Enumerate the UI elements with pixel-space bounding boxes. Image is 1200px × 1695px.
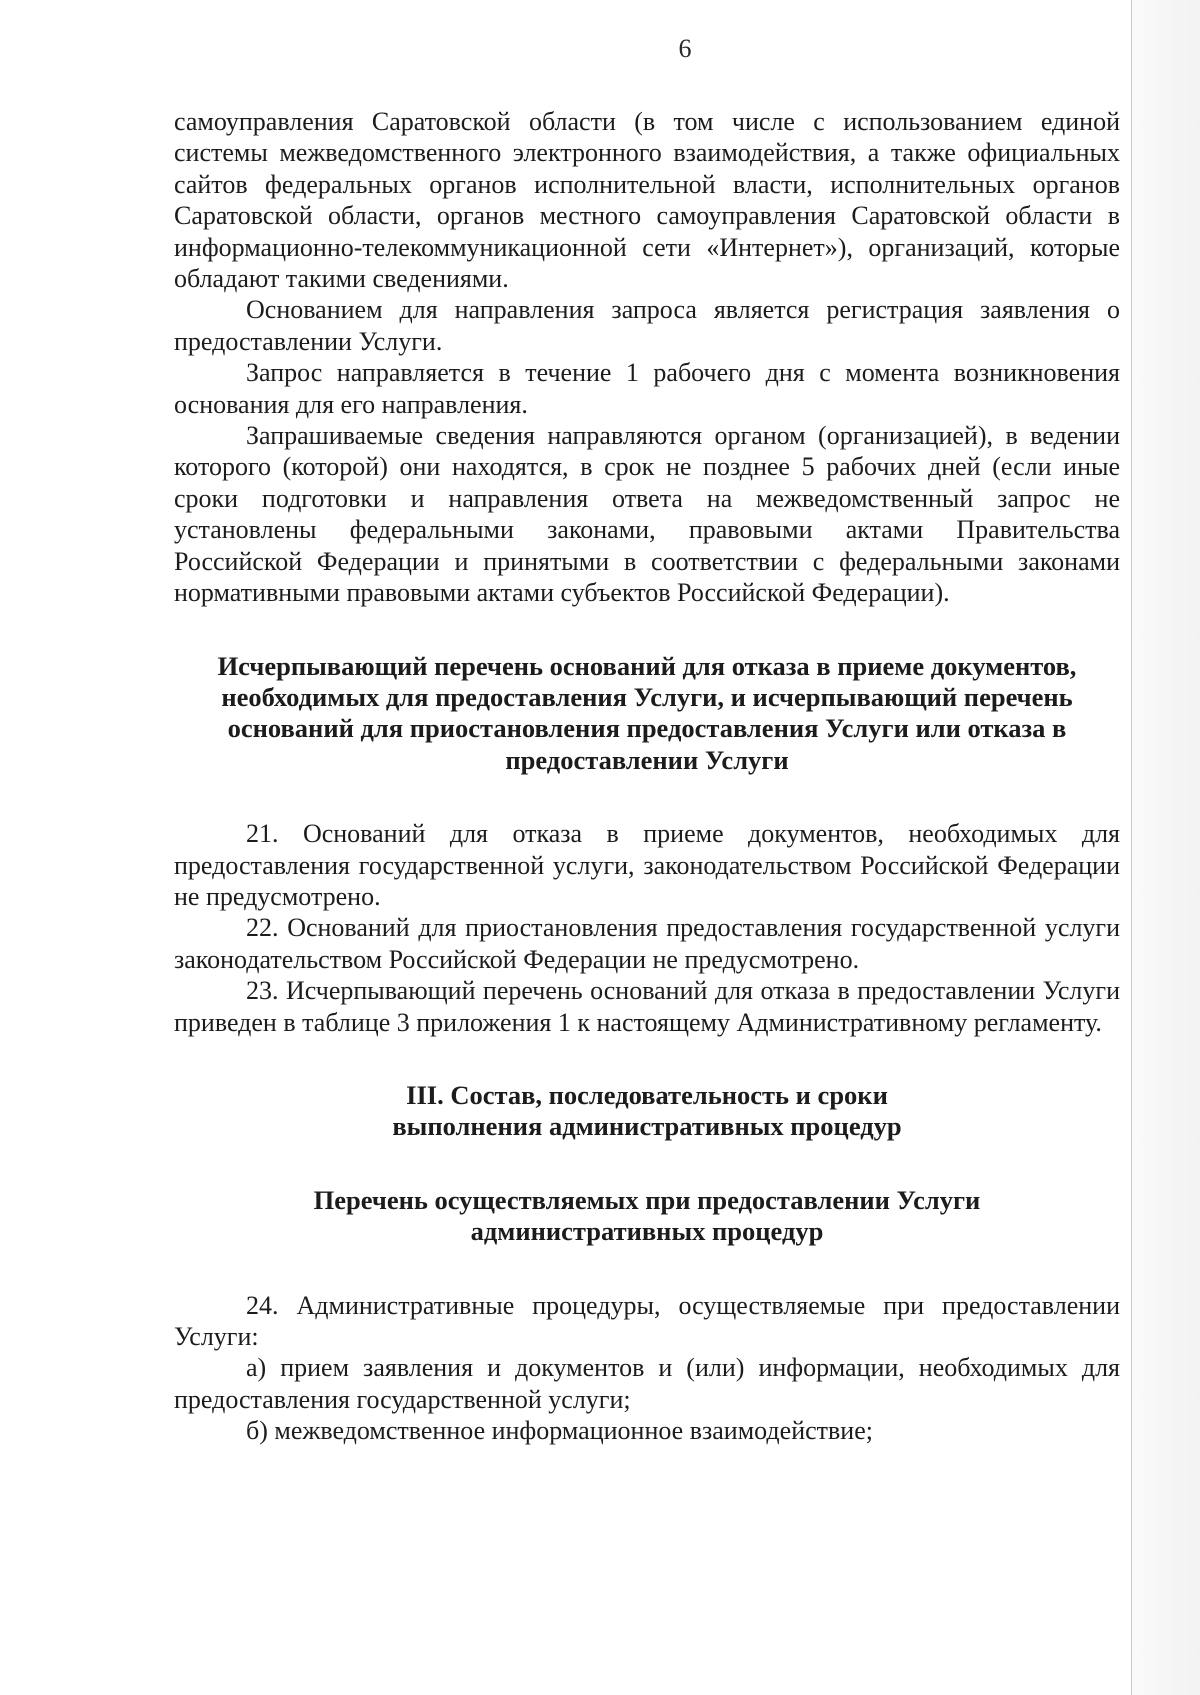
- heading-section-3: [174, 1080, 1120, 1143]
- heading-line: предоставлении Услуги: [505, 744, 789, 775]
- paragraph-request-timing: Запрос направляется в течение 1 рабочего дня с момента возникновения основания для его направления.: [174, 358, 1120, 419]
- heading-line: Исчерпывающий перечень оснований для отказа в приеме документов,: [217, 650, 1077, 681]
- heading-line: выполнения административных процедур: [392, 1111, 902, 1142]
- page-edge-line: [1131, 0, 1132, 1695]
- paragraph-item-23: 23. Исчерпывающий перечень оснований для отказа в предоставлении Услуги приведен в таблице 3 приложения 1 к настоящему Административному регламенту.: [174, 976, 1120, 1037]
- heading-refusal-grounds: [174, 651, 1120, 777]
- paragraph-sources: самоуправления Саратовской области (в том числе с использованием единой системы межведомственного электронного взаимодействия, а также официальных сайтов федеральных органов исполнительной власти, исполнительных органов Саратовской области, органов местного самоуправления Саратовской области в информационно-телекоммуникационной сети «Интернет»), организаций, которые обладают такими сведениями.: [174, 107, 1120, 294]
- spacer: [174, 1143, 1120, 1185]
- spacer: [174, 609, 1120, 651]
- paragraph-item-22: 22. Оснований для приостановления предоставления государственной услуги законодательством Российской Федерации не предусмотрено.: [174, 913, 1120, 974]
- heading-line: оснований для приостановления предоставления Услуги или отказа в: [227, 713, 1067, 744]
- paragraph-item-21: 21. Оснований для отказа в приеме документов, необходимых для предоставления государственной услуги, законодательством Российской Федерации не предусмотрено.: [174, 819, 1120, 911]
- page-margin-shadow: [1132, 0, 1200, 1695]
- page-number: 6: [678, 34, 692, 63]
- paragraph-item-24: 24. Административные процедуры, осуществляемые при предоставлении Услуги:: [174, 1290, 1120, 1351]
- list-item-a: а) прием заявления и документов и (или) информации, необходимых для предоставления государственной услуги;: [174, 1353, 1120, 1414]
- heading-line: необходимых для предоставления Услуги, и исчерпывающий перечень: [221, 681, 1073, 712]
- paragraph-response-timing: Запрашиваемые сведения направляются органом (организацией), в ведении которого (которой) они находятся, в срок не позднее 5 рабочих дней (если иные сроки подготовки и направления ответа на межведомственный запрос не установлены федеральными законами, правовыми актами Правительства Российской Федерации и принятыми в соответствии с федеральными законами нормативными правовыми актами субъектов Российской Федерации).: [174, 421, 1120, 608]
- spacer: [174, 1038, 1120, 1080]
- heading-line: Перечень осуществляемых при предоставлении Услуги: [313, 1184, 981, 1215]
- paragraph-request-basis: Основанием для направления запроса является регистрация заявления о предоставлении Услуги.: [174, 295, 1120, 356]
- document-body: [174, 106, 1120, 1447]
- spacer: [174, 1248, 1120, 1290]
- heading-procedures-list: [174, 1185, 1120, 1248]
- heading-line: административных процедур: [470, 1216, 824, 1247]
- spacer: [174, 776, 1120, 818]
- heading-line: III. Состав, последовательность и сроки: [406, 1079, 888, 1110]
- list-item-b: б) межведомственное информационное взаимодействие;: [246, 1416, 873, 1446]
